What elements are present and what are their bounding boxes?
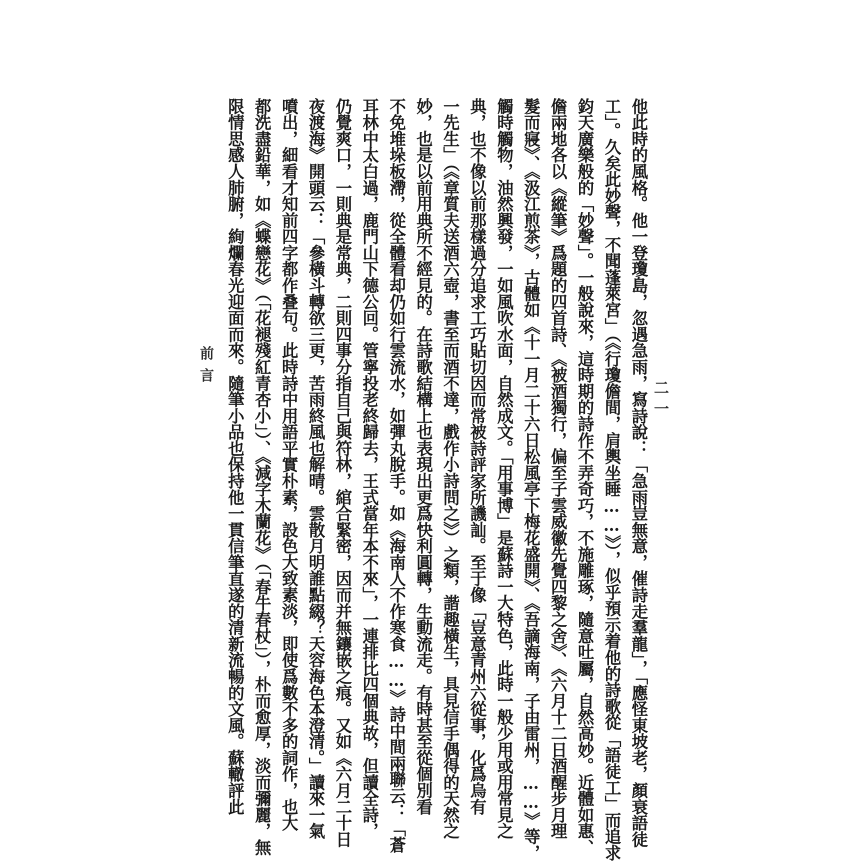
text-column: 仍覺爽口，一則典是常典，二則四事分指自己與符林，綰合緊密，因而并無鑲嵌之痕。又如《六月二十日 — [332, 98, 352, 848]
text-column: 髮而寢》、《汲江煎茶》，古體如《十一月二十六日松風亭下梅花盛開》、《吾謫海南，子由雷州，……》等， — [521, 98, 541, 861]
text-column: 他此時的風格。他一登瓊島，忽遇急雨，寫詩說：「急雨豈無意，催詩走羣龍」，「應怪東坡老，顏衰語徒 — [628, 98, 648, 848]
text-column: 不免堆垛板滯，從全體看却仍如行雲流水，如彈丸脫手。如《海南人不作寒食……》詩中間兩聯云：「蒼 — [386, 98, 406, 853]
text-column: 夜渡海》開頭云：「參橫斗轉欲三更，苦雨終風也解晴。雲散月明誰點綴？天容海色本澄清。」讀來一氣 — [306, 98, 326, 840]
text-column: 工」。久矣此妙聲，不聞蓬萊宮」（《行瓊儋間，肩輿坐睡……》），似乎預示着他的詩歌從「語徒工」而追求 — [601, 98, 621, 861]
vertical-text-block — [225, 98, 648, 861]
page-number: 二一 — [652, 380, 670, 422]
text-column: 妙，也是以前用典所不經見的。在詩歌結構上也表現出更爲快利圓轉，生動流走。有時甚至從個別看 — [413, 98, 433, 815]
text-column: 噴出，細看才知前四字都作叠句。此時詩中用語平實朴素，設色大致素淡，即使爲數不多的詞作，也大 — [279, 98, 299, 832]
text-column: 儋兩地各以《縱筆》爲題的四首詩、《被酒獨行，偏至子雲威徽先覺四黎之舍》、《六月十二日酒醒步月理 — [548, 98, 568, 840]
text-column: 鈞天廣樂般的「妙聲」。一般說來，這時期的詩作不弄奇巧，不施雕琢，隨意吐屬，自然高妙。近體如惠、 — [575, 98, 595, 856]
text-column: 典，也不像以前那樣過分追求工巧貼切因而常被詩評家所譏訕。至于像「豈意青州六從事，化爲烏有 — [467, 98, 487, 815]
text-column: 耳林中太白過，鹿門山下德公回。管寧投老終歸去，王式當年本不來」，一連排比四個典故，但讀全詩， — [359, 98, 379, 840]
text-column: 觸時觸物，油然興發，一如風吹水面，自然成文。「用事博」是蘇詩一大特色，此時一般少用或用常見之 — [494, 98, 514, 840]
text-column: 限情思感人肺腑，絢爛春光迎面而來。隨筆小品也保持他一貫信筆直遂的清新流暢的文風。蘇轍評此 — [225, 98, 245, 815]
section-label: 前言 — [198, 346, 214, 390]
text-column: 都洗盡鉛華，如《蝶戀花》（「花褪殘紅青杏小」）、《減字木蘭花》（「春牛春杖」），朴而愈厚，淡而彌麗，無 — [252, 98, 272, 856]
text-column: 一先生」（《章質夫送酒六壺，書至而酒不達，戲作小詩問之》）之類，諧趣橫生，具見信手偶得的天然之 — [440, 98, 460, 840]
